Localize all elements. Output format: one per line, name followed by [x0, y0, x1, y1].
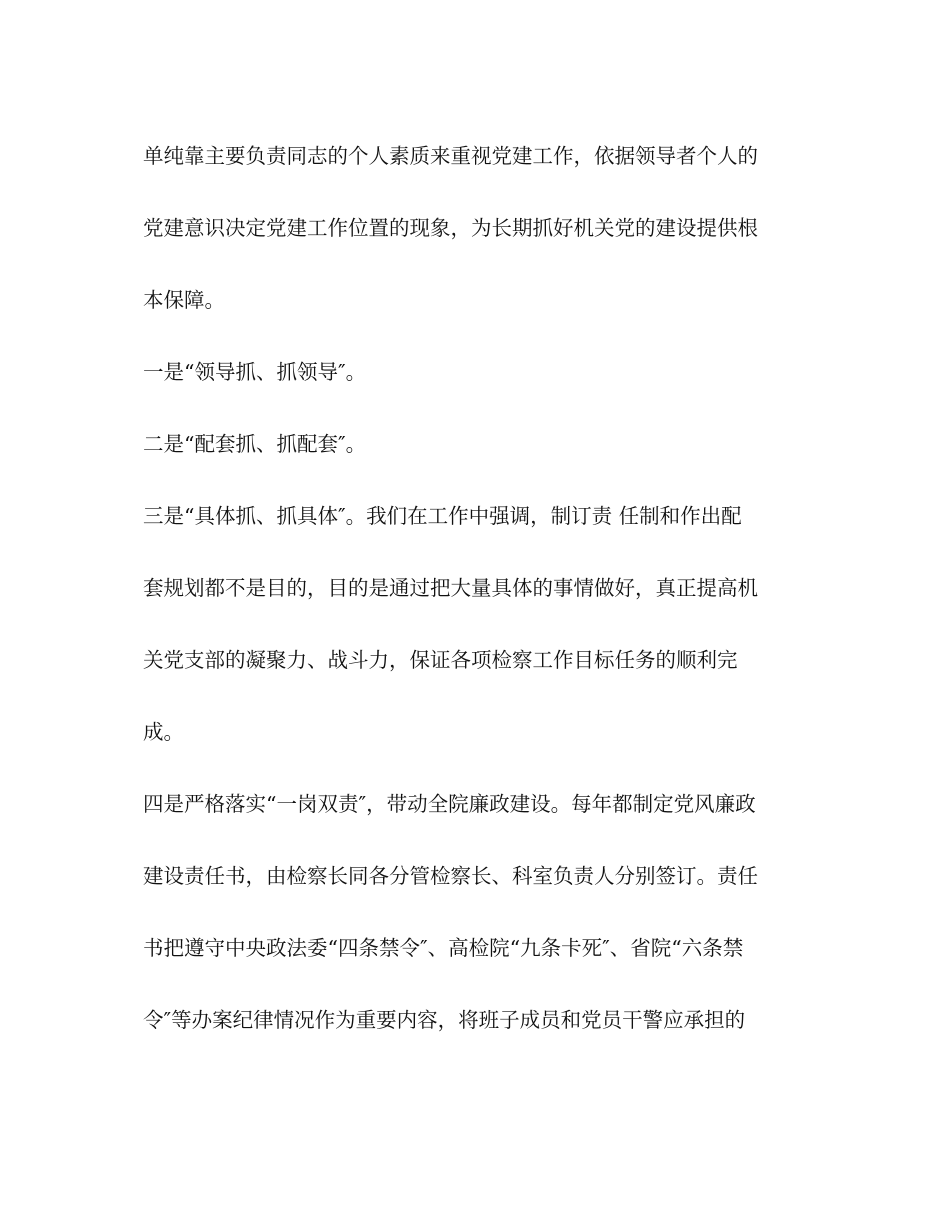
text-line: 四是严格落实“一岗双责″，带动全院廉政建设。每年都制定党风廉政	[143, 792, 756, 816]
text-line: 套规划都不是目的，目的是通过把大量具体的事情做好，真正提高机	[143, 576, 758, 600]
text-line: 书把遵守中央政法委“四条禁令″、高检院“九条卡死″、省院“六条禁	[143, 936, 744, 960]
text-line: 单纯靠主要负责同志的个人素质来重视党建工作，依据领导者个人的	[143, 144, 758, 168]
text-line: 二是“配套抓、抓配套″。	[143, 432, 367, 456]
text-line: 令″等办案纪律情况作为重要内容，将班子成员和党员干警应承担的	[143, 1008, 746, 1032]
text-line: 一是“领导抓、抓领导″。	[143, 360, 367, 384]
text-line: 关党支部的凝聚力、战斗力，保证各项检察工作目标任务的顺利完	[143, 648, 738, 672]
text-line: 本保障。	[143, 288, 225, 312]
text-line: 三是“具体抓、抓具体″。我们在工作中强调，制订责 任制和作出配	[143, 504, 742, 528]
text-line: 党建意识决定党建工作位置的现象，为长期抓好机关党的建设提供根	[143, 216, 758, 240]
text-line: 建设责任书，由检察长同各分管检察长、科室负责人分别签订。责任	[143, 864, 758, 888]
text-line: 成。	[143, 720, 184, 744]
